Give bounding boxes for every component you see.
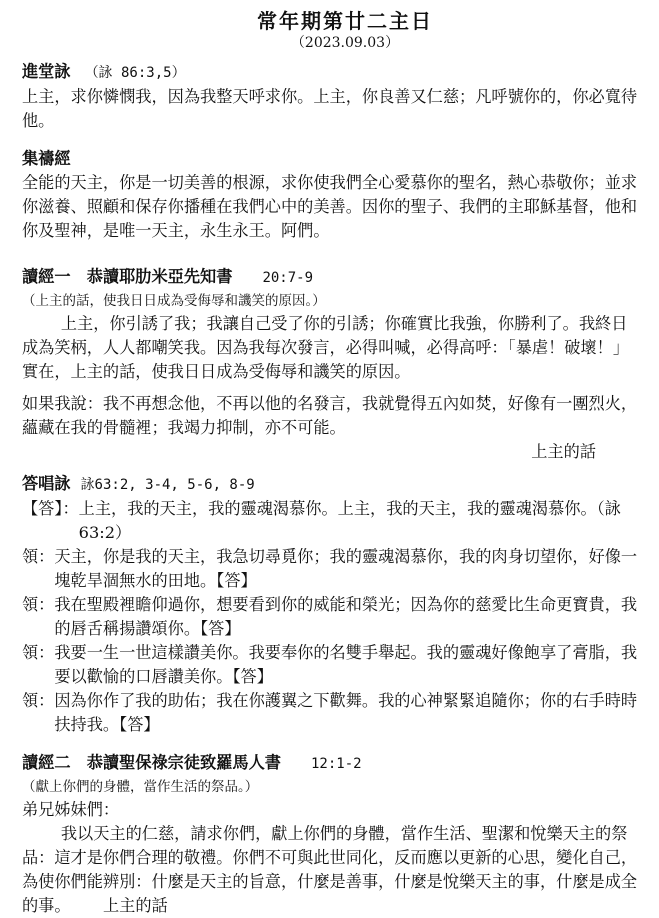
psalm-ref: 詠63:2, 3-4, 5-6, 8-9	[80, 477, 255, 493]
entrance-heading: 進堂詠	[22, 62, 71, 81]
psalm-verse-label: 領：	[22, 595, 55, 614]
entrance-text: 上主，求你憐憫我，因為我整天呼求你。上主，你良善又仁慈；凡呼號你的，你必寬待他。	[22, 87, 638, 130]
reading1-para2: 如果我說：我不再想念他，不再以他的名發言，我就覺得五內如焚，好像有一團烈火，蘊藏在我的骨髓裡；我竭力抑制，亦不可能。	[22, 394, 638, 437]
reading1-summary: （上主的話，使我日日成為受侮辱和譏笑的原因。）	[22, 293, 326, 309]
reading2-closing: 上主的話	[102, 896, 168, 915]
psalm-response	[22, 497, 638, 545]
reading2-heading: 讀經二 恭讀聖保祿宗徒致羅馬人書	[22, 753, 281, 772]
psalm-verse	[22, 689, 638, 737]
entrance-ref: （詠 86:3,5）	[84, 65, 186, 81]
reading2-summary: （獻上你們的身體，當作生活的祭品。）	[22, 779, 259, 795]
psalm-heading-line	[22, 472, 638, 497]
psalm-verse-label: 領：	[22, 691, 55, 710]
psalm-heading: 答唱詠	[22, 474, 71, 493]
reading2-heading-line	[22, 751, 638, 776]
psalm-response-text: 上主，我的天主，我的靈魂渴慕你。上主，我的天主，我的靈魂渴慕你。（詠63:2）	[78, 499, 621, 542]
entrance-heading-line	[22, 60, 638, 85]
reading1-heading-line	[22, 265, 638, 290]
collect-heading: 集禱經	[22, 149, 71, 168]
psalm-verse	[22, 593, 638, 641]
psalm-verse	[22, 641, 638, 689]
psalm-verse-label: 領：	[22, 643, 55, 662]
reading2-ref: 12:1-2	[311, 756, 362, 772]
reading1-heading: 讀經一 恭讀耶肋米亞先知書	[22, 267, 233, 286]
page-date: （2023.09.03）	[290, 35, 400, 51]
reading1-para1: 上主，你引誘了我；我讓自己受了你的引誘；你確實比我強，你勝利了。我終日成為笑柄，人人都嘲笑我。因為我每次發言，必得叫喊，必得高呼：「暴虐！破壞！」實在，上主的話，使我日日成為受侮辱和譏笑的原因。	[22, 314, 630, 381]
psalm-verse-text: 天主，你是我的天主，我急切尋覓你；我的靈魂渴慕你，我的肉身切望你，好像一塊乾旱涸無水的田地。【答】	[54, 547, 638, 590]
document-page	[22, 8, 638, 918]
reading2-greeting: 弟兄姊妹們：	[22, 800, 120, 819]
reading1-closing: 上主的話	[531, 442, 596, 461]
page-title: 常年期第廿二主日	[257, 9, 433, 33]
reading1-ref: 20:7-9	[262, 270, 314, 286]
collect-text: 全能的天主，你是一切美善的根源，求你使我們全心愛慕你的聖名，熱心恭敬你；並求你滋養、照顧和保存你播種在我們心中的美善。因你的聖子、我們的主耶穌基督，他和你及聖神，是唯一天主，永生永王。阿們。	[22, 173, 638, 240]
psalm-verse	[22, 545, 638, 593]
psalm-response-label: 【答】：	[22, 499, 79, 518]
psalm-verse-text: 我在聖殿裡瞻仰過你，想要看到你的威能和榮光；因為你的慈愛比生命更寶貴，我的唇舌稱揚讚頌你。【答】	[54, 595, 638, 638]
psalm-verse-text: 我要一生一世這樣讚美你。我要奉你的名雙手舉起。我的靈魂好像飽享了膏脂，我要以歡愉的口唇讚美你。【答】	[54, 643, 638, 686]
reading2-para1-text: 我以天主的仁慈，請求你們，獻上你們的身體，當作生活、聖潔和悅樂天主的祭品：這才是你們合理的敬禮。你們不可與此世同化，反而應以更新的心思，變化自己，為使你們能辨別：什麼是天主的旨意，什麼是善事，什麼是悅樂天主的事，什麼是成全的事。	[22, 824, 638, 915]
psalm-verse-label: 領：	[22, 547, 55, 566]
psalm-verse-text: 因為你作了我的助佑；我在你護翼之下歡舞。我的心神緊緊追隨你；你的右手時時扶持我。【答】	[54, 691, 638, 734]
reading2-para1	[22, 822, 638, 918]
